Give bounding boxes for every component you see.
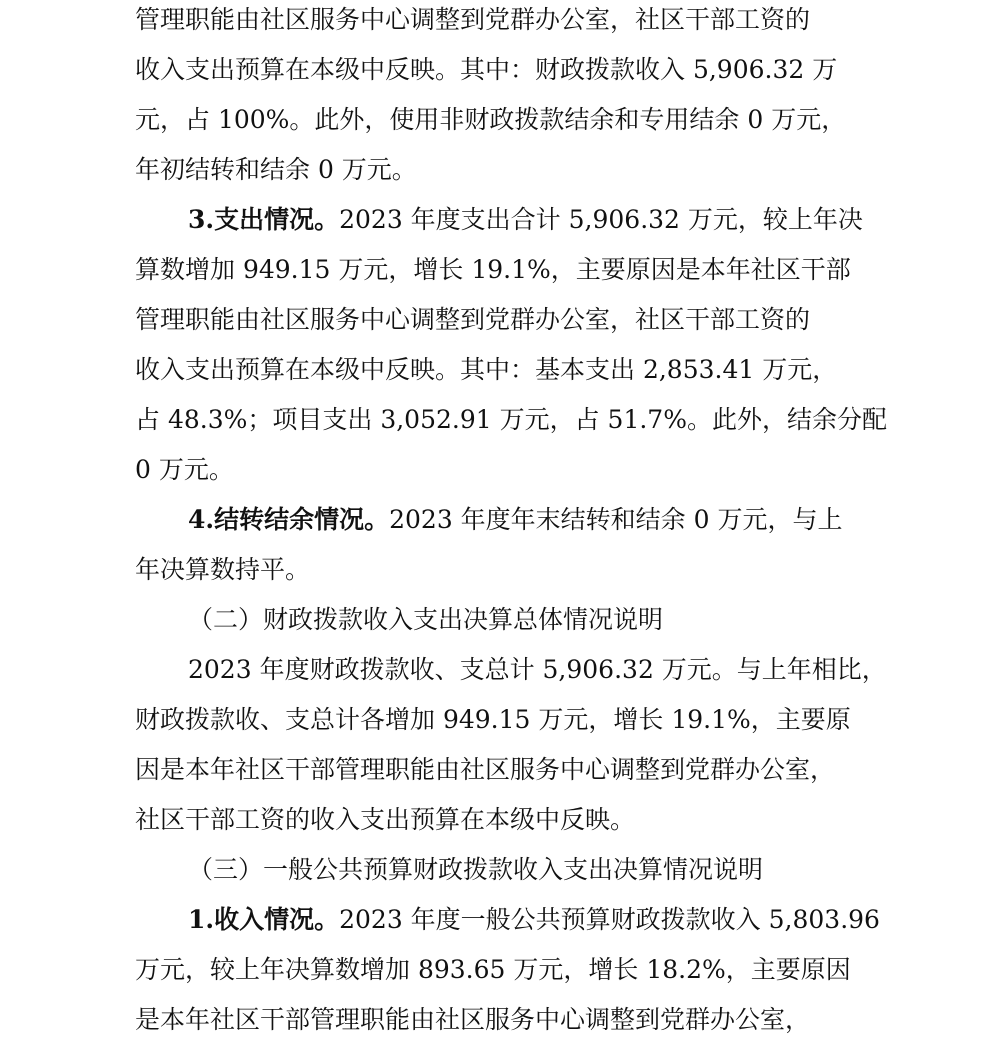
- line-text: 收入支出预算在本级中反映。其中：基本支出 2,853.41 万元，: [135, 355, 838, 384]
- line-text: 管理职能由社区服务中心调整到党群办公室，社区干部工资的: [135, 5, 811, 34]
- paragraph-line: [135, 255, 1000, 305]
- line-text: 2023 年度年末结转和结余 0 万元，与上: [389, 505, 843, 534]
- paragraph-line: [135, 105, 1000, 155]
- line-text: 年决算数持平。: [135, 555, 311, 584]
- paragraph-line: [135, 955, 1000, 1005]
- paragraph-line: [188, 655, 1000, 705]
- line-text: 管理职能由社区服务中心调整到党群办公室，社区干部工资的: [135, 305, 811, 334]
- line-text: 社区干部工资的收入支出预算在本级中反映。: [135, 805, 636, 834]
- paragraph-line: [188, 205, 1000, 255]
- heading-text: （二）财政拨款收入支出决算总体情况说明: [188, 605, 664, 634]
- line-text: 0 万元。: [135, 455, 234, 484]
- line-text: 收入支出预算在本级中反映。其中：财政拨款收入 5,906.32 万: [135, 55, 838, 84]
- line-text: 因是本年社区干部管理职能由社区服务中心调整到党群办公室，: [135, 755, 836, 784]
- paragraph-line: [135, 555, 1000, 605]
- section-lead: 1.收入情况。: [188, 905, 340, 934]
- paragraph-line: [135, 1005, 1000, 1055]
- section-lead: 4.结转结余情况。: [188, 505, 390, 534]
- line-text: 2023 年度一般公共预算财政拨款收入 5,803.96: [339, 905, 880, 934]
- line-text: 财政拨款收、支总计各增加 949.15 万元，增长 19.1%，主要原: [135, 705, 851, 734]
- paragraph-line: [135, 755, 1000, 805]
- section-lead: 3.支出情况。: [188, 205, 340, 234]
- paragraph-line: [135, 5, 1000, 55]
- line-text: 算数增加 949.15 万元，增长 19.1%，主要原因是本年社区干部: [135, 255, 851, 284]
- line-text: 2023 年度支出合计 5,906.32 万元，较上年决: [339, 205, 863, 234]
- line-text: 万元，较上年决算数增加 893.65 万元，增长 18.2%，主要原因: [135, 955, 851, 984]
- paragraph-line: [188, 905, 1000, 955]
- section-heading: [188, 855, 1000, 905]
- line-text: 2023 年度财政拨款收、支总计 5,906.32 万元。与上年相比，: [188, 655, 887, 684]
- line-text: 年初结转和结余 0 万元。: [135, 155, 417, 184]
- heading-text: （三）一般公共预算财政拨款收入支出决算情况说明: [188, 855, 764, 884]
- paragraph-line: [135, 305, 1000, 355]
- paragraph-line: [188, 505, 1000, 555]
- line-text: 元，占 100%。此外，使用非财政拨款结余和专用结余 0 万元，: [135, 105, 847, 134]
- paragraph-line: [135, 455, 1000, 505]
- paragraph-line: [135, 705, 1000, 755]
- paragraph-line: [135, 355, 1000, 405]
- section-heading: [188, 605, 1000, 655]
- paragraph-line: [135, 55, 1000, 105]
- paragraph-line: [135, 405, 1000, 455]
- paragraph-line: [135, 155, 1000, 205]
- line-text: 是本年社区干部管理职能由社区服务中心调整到党群办公室，: [135, 1005, 811, 1034]
- paragraph-line: [135, 805, 1000, 855]
- line-text: 占 48.3%；项目支出 3,052.91 万元，占 51.7%。此外，结余分配: [135, 405, 887, 434]
